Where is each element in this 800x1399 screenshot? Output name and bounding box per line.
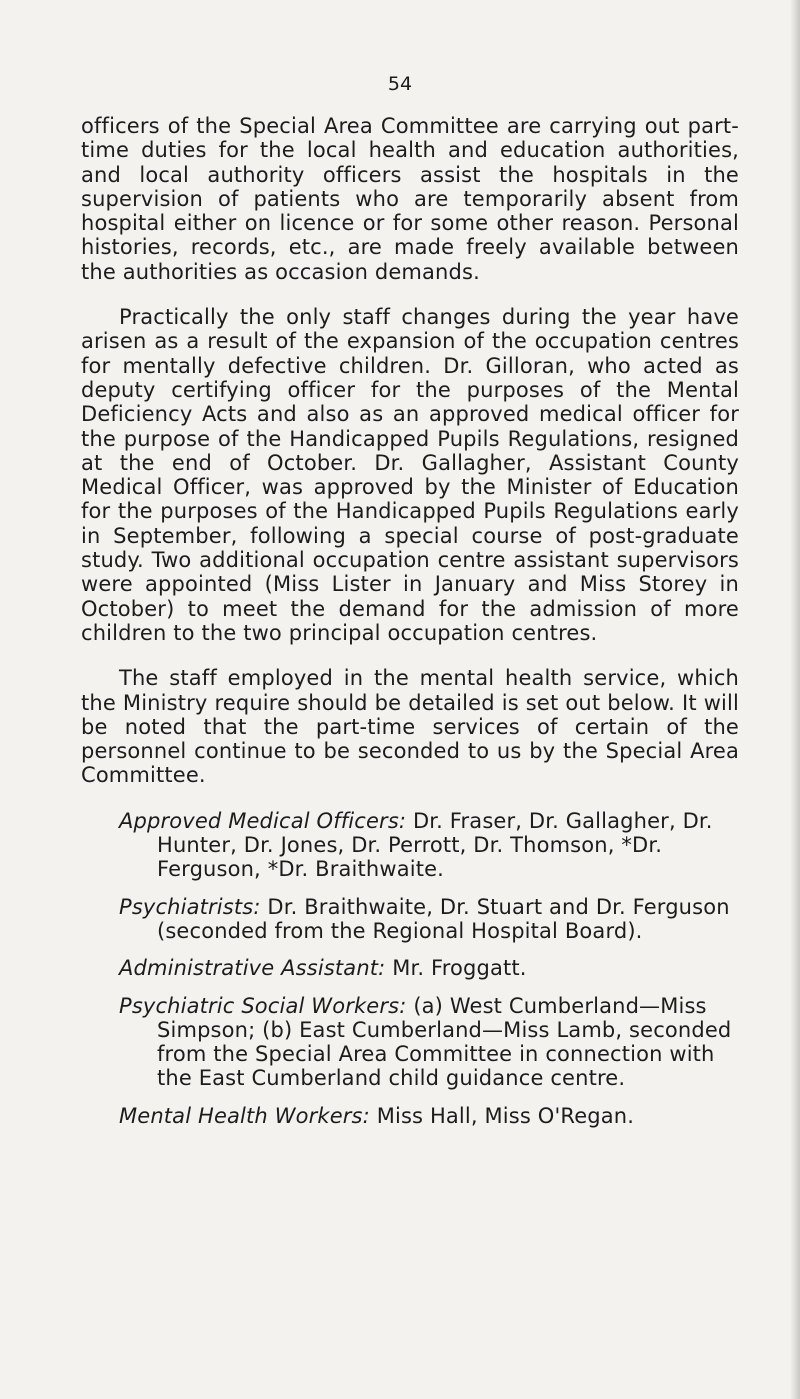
- paragraph-continued: officers of the Special Area Committee are carrying out part-time duties for the local health and education authorities, and local authority officers assist the hospitals in the supervision of patients who are temporarily absent from hospital either on licence or for some other reason. Personal histories, records, etc., are made freely available between the authorities as occasion demands.: [81, 114, 739, 284]
- paragraph-staff-employed: The staff employed in the mental health service, which the Ministry require should be detailed is set out below. It will be noted that the part-time services of certain of the personnel continue to be seconded to us by the Special Area Committee.: [81, 666, 739, 788]
- staff-entry-label: Mental Health Workers:: [119, 1103, 370, 1128]
- staff-entry-text: Dr. Fraser, Dr. Gallagher, Dr. Hunter, Dr. Jones, Dr. Perrott, Dr. Thomson, *Dr. Ferguson, *Dr. Braithwaite.: [157, 808, 713, 882]
- staff-entry-text: Mr. Froggatt.: [392, 956, 527, 981]
- staff-entry-label: Approved Medical Officers:: [119, 808, 407, 833]
- staff-entry-text: Dr. Braithwaite, Dr. Stuart and Dr. Ferguson (seconded from the Regional Hospital Board).: [157, 894, 730, 943]
- scan-edge-shadow: [790, 0, 800, 1399]
- staff-entry-label: Administrative Assistant:: [119, 956, 386, 981]
- page-number: 54: [387, 73, 413, 95]
- staff-entry-text: (a) West Cumberland—Miss Simpson; (b) East Cumberland—Miss Lamb, seconded from the Special Area Committee in connection with the East Cumberland child guidance centre.: [157, 993, 732, 1091]
- staff-entry-text: Miss Hall, Miss O'Regan.: [376, 1103, 635, 1128]
- staff-entry-psychiatrists: [119, 895, 739, 944]
- body-text: [81, 114, 739, 1141]
- staff-entry-approved-medical-officers: [119, 809, 739, 882]
- staff-entry-label: Psychiatrists:: [119, 894, 261, 919]
- staff-list: [119, 809, 739, 1128]
- staff-entry-administrative-assistant: [119, 956, 739, 980]
- staff-entry-psychiatric-social-workers: [119, 994, 739, 1091]
- staff-entry-mental-health-workers: [119, 1104, 739, 1128]
- paragraph-staff-changes: Practically the only staff changes during the year have arisen as a result of the expansion of the occupation centres for mentally defective children. Dr. Gilloran, who acted as deputy certifying officer for the purposes of the Mental Deficiency Acts and also as an approved medical officer for the purpose of the Handicapped Pupils Regulations, resigned at the end of October. Dr. Gallagher, Assistant County Medical Officer, was approved by the Minister of Education for the purposes of the Handicapped Pupils Regulations early in September, following a special course of post-graduate study. Two additional occupation centre assistant supervisors were appointed (Miss Lister in January and Miss Storey in October) to meet the demand for the admission of more children to the two principal occupation centres.: [81, 305, 739, 645]
- staff-entry-label: Psychiatric Social Workers:: [119, 993, 407, 1018]
